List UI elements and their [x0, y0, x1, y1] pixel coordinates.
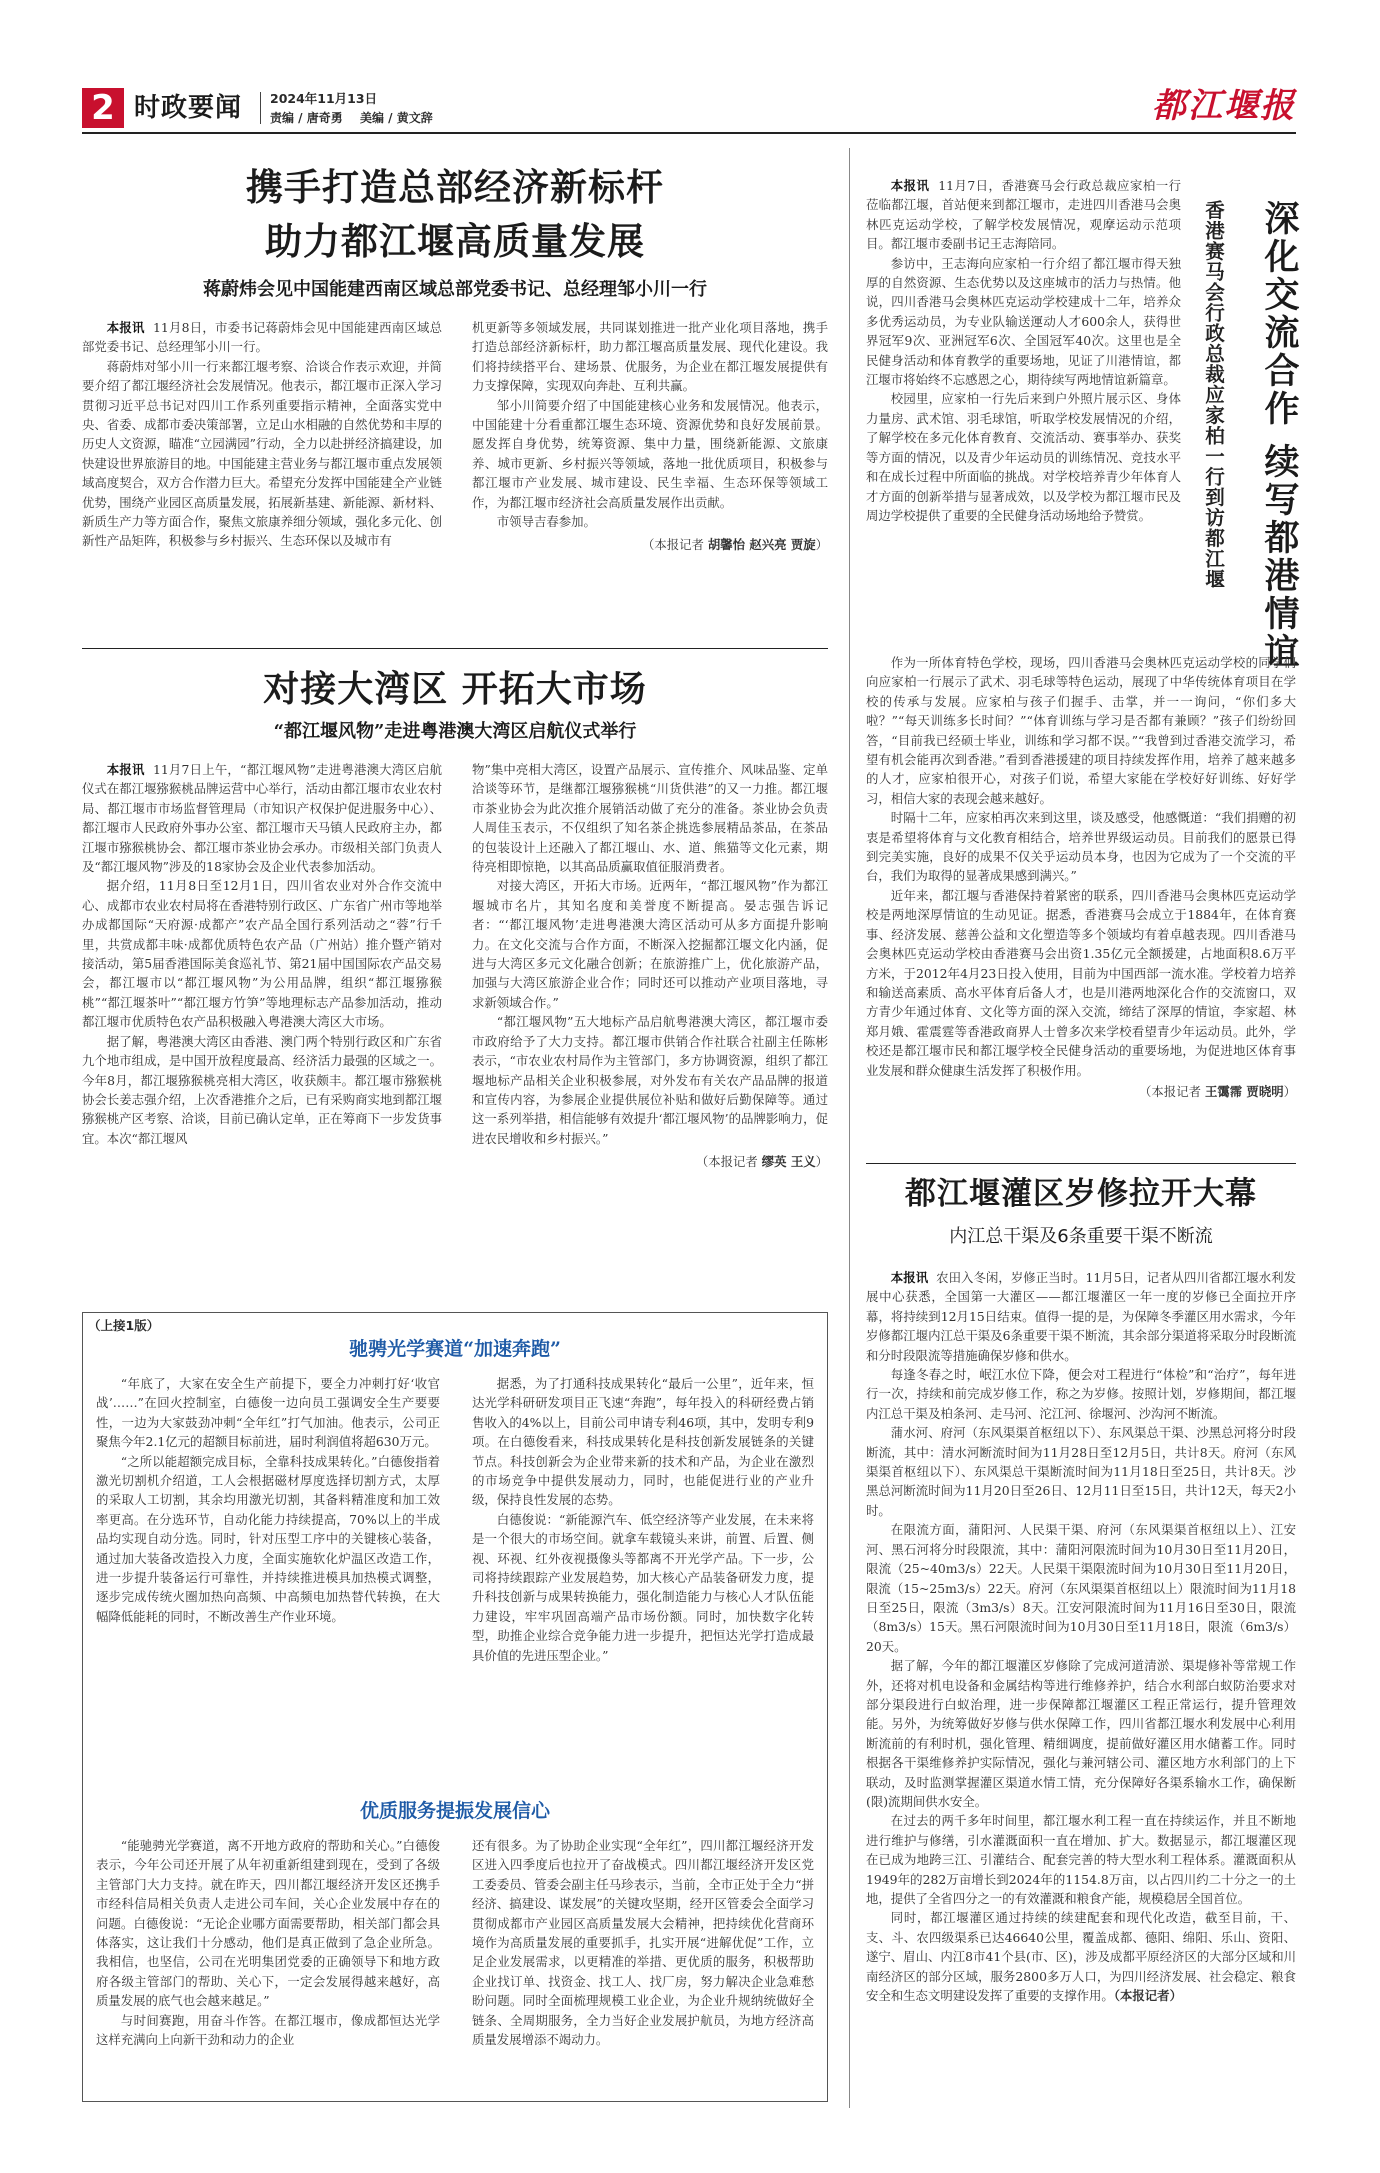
- jump-para: “之所以能超额完成目标，全靠科技成果转化。”白德俊指着激光切割机介绍道，工人会根据磁材厚度选择切割方式，太厚的采取人工切割，其余均用激光切割，其备料精准度和加工效率更高。在分选环节，自动化能力持续提高，70%以上的半成品均实现自动分选。同时，针对压型工序中的关键核心装备，通过加大装备改造投入力度，全面实施软化炉温区改造工作，进一步提升装备运行可靠性，并持续推进模具加热模式调整，逐步完成传统火圈加热向高频、中高频电加热替代转换，在大幅降低能耗的同时，不断改善生产作业环境。: [96, 1453, 440, 1624]
- article3-para: 本报讯 11月7日，香港赛马会行政总裁应家柏一行莅临都江堰，首站便来到都江堰市，走进四川香港马会奥林匹克运动学校，了解学校发展情况，观摩运动示范项目。都江堰市委副书记王志海陪同。: [866, 178, 1181, 252]
- section-title: 时政要闻: [134, 93, 243, 123]
- article3-title-main: 深化交流合作 续写都港情谊: [1259, 200, 1300, 672]
- jump-sub1-title: 驰骋光学赛道“加速奔跑”: [349, 1338, 561, 1360]
- article3-vertical-title: [1196, 200, 1304, 680]
- article2-para: 物”集中亮相大湾区，设置产品展示、宣传推介、风味品鉴、定单洽谈等环节，是继都江堰猕猴桃“川货供港”的又一力推。都江堰市茶业协会为此次推介展销活动做了充分的准备。茶业协会负责人周佳玉表示，不仅组织了知名茶企挑选参展精品茶品，在茶品的包装设计上还融入了都江堰山、水、道、熊猫等文化元素，期待亮相即惊艳，以其高品质赢取值征服消费者。: [472, 762, 828, 875]
- article1-para: 机更新等多领域发展，共同谋划推进一批产业化项目落地，携手打造总部经济新标杆，助力都江堰高质量发展、现代化建设。我们将持续搭平台、建场景、优服务，为企业在都江堰发展提供有力支撑保障，实现双向奔赴、互利共赢。: [472, 320, 828, 394]
- article3-para: 作为一所体育特色学校，现场，四川香港马会奥林匹克运动学校的同学们向应家柏一行展示了武术、羽毛球等特色运动，展现了中华传统体育项目在学校的传承与发展。应家柏与孩子们握手、击掌，并一一询问，“你们多大啦？”“每天训练多长时间？”“体育训练与学习是否都有兼顾？”孩子们纷纷回答，“目前我已经硕士毕业，训练和学习都不误。”“我曾到过香港交流学习，希望有机会能再次到香港。”看到香港援建的项目持续发挥作用，培养了越来越多的人才，应家柏很开心，对孩子们说，希望大家能在学校好好训练、好好学习，相信大家的表现会越来越好。: [866, 655, 1296, 806]
- article1-para: 蒋蔚炜对邹小川一行来都江堰考察、洽谈合作表示欢迎，并简要介绍了都江堰经济社会发展情况。他表示，都江堰市正深入学习贯彻习近平总书记对四川工作系列重要指示精神，全面落实党中央、省委、成都市委决策部署，立足山水相融的自然优势和丰厚的历史人文资源，瞄准“立园满园”行动，全力以赴拼经济搞建设，加快建设世界旅游目的地。中国能建主营业务与都江堰市重点发展领域高度契合，双方合作潜力巨大。希望充分发挥中国能建全产业链优势，围绕产业园区高质量发展，拓展新基建、新能源、新材料、新质生产力等方面合作，聚焦文旅康养细分领域，强化多元化、创新性产品矩阵，积极参与乡村振兴、生态环保以及城市有: [82, 358, 442, 549]
- jump-para: “能驰骋光学赛道，离不开地方政府的帮助和关心。”白德俊表示，今年公司还开展了从年初重新组建到现在，受到了各级主管部门大力支持。就在昨天，四川都江堰经济开发区还携手市经科信局相关负责人走进公司车间，关心企业发展中存在的问题。白德俊说：“无论企业哪方面需要帮助，相关部门都会具体落实，这让我们十分感动，他们是真正做到了急企业所急。我相信，也坚信，公司在光明集团党委的正确领导下和地方政府各级主管部门的帮助、关心下，一定会发展得越来越好，高质量发展的底气也会越来越足。”: [96, 1838, 440, 2009]
- article1-byline: （本报记者 胡馨怡 赵兴亮 贾旋）: [641, 537, 828, 553]
- article2-byline: （本报记者 缪英 王义）: [695, 1154, 828, 1170]
- masthead-divider: [260, 92, 261, 124]
- article2-para: 本报讯 11月7日上午，“都江堰风物”走进粤港澳大湾区启航仪式在都江堰猕猴桃品牌运营中心举行，活动由都江堰市农业农村局、都江堰市市场监督管理局（市知识产权保护促进服务中心）、都江堰市人民政府外事办公室、都江堰市天马镇人民政府主办，都江堰市猕猴桃协会、都江堰市茶业协会承办。市级相关部门负责人及“都江堰风物”涉及的18家协会及企业代表参加活动。: [82, 762, 442, 875]
- article4-title: 都江堰灌区岁修拉开大幕: [905, 1176, 1257, 1212]
- jump-para: 与时间赛跑，用奋斗作答。在都江堰市，像成都恒达光学这样充满向上向新干劲和动力的企业: [96, 2012, 440, 2048]
- article1-title: [82, 160, 828, 268]
- article1-title-line2: 助力都江堰高质量发展: [265, 219, 645, 263]
- article1-para: 市领导吉春参加。: [496, 514, 596, 530]
- article4-para: 每逢冬春之时，岷江水位下降，便会对工程进行“体检”和“治疗”，每年进行一次，持续和前完成岁修工作，称之为岁修。按照计划，岁修期间，都江堰内江总干渠及柏条河、走马河、沱江河、徐堰河、沙沟河不断流。: [866, 1367, 1296, 1421]
- article2-title: 对接大湾区 开拓大市场: [263, 668, 647, 710]
- article3-para: 参访中，王志海向应家柏一行介绍了都江堰市得天独厚的自然资源、生态优势以及这座城市的活力与热情。他说，四川香港马会奥林匹克运动学校建成十二年，培养众多优秀运动员，为专业队输送運动人才600余人，获得世界冠军9次、亚洲冠军6次、全国冠军40次。这里也是全民健身活动和体育教学的重要场地，见证了川港情谊，都江堰市将始终不忘感恩之心，期待续写两地情谊新篇章。: [866, 255, 1181, 388]
- article2-para: 据介绍，11月8日至12月1日，四川省农业对外合作交流中心、成都市农业农村局将在香港特别行政区、广东省广州市等地举办成都国际“天府源·成都产”农产品全国行系列活动之“蓉”行千里，共赏成都丰味·成都优质特色农产品（广州站）推介暨产销对接活动，第5届香港国际美食巡礼节、第21届中国国际农产品交易会，都江堰市以“都江堰风物”为公用品牌，组织“都江堰猕猴桃”“都江堰茶叶”“都江堰方竹笋”等地理标志产品参加活动，推动都江堰市优质特色农产品积极融入粤港澳大湾区大市场。: [82, 878, 442, 1030]
- jump-sub2-title: 优质服务提振发展信心: [359, 1800, 550, 1822]
- article4-para: 据了解，今年的都江堰灌区岁修除了完成河道清淤、渠堤修补等常规工作外，还将对机电设备和金属结构等进行维修养护，结合水利部白蚁防治要求对部分渠段进行白蚁治理，进一步保障都江堰灌区工程正常运行，提升管理效能。另外，为统筹做好岁修与供水保障工作，四川省都江堰水利发展中心利用断流前的有利时机，强化管理、精细调度，提前做好灌区用水储蓄工作。同时根据各干渠维修养护实际情况，强化与兼河辖公司、灌区地方水利部门的上下联动，及时监测掌握灌区渠道水情工情，充分保障好各渠系输水工作，确保断(限)流期间供水安全。: [866, 1658, 1296, 1809]
- jump-sub1-col1: [96, 1374, 440, 1626]
- article2-subtitle: “都江堰风物”走进粤港澳大湾区启航仪式举行: [273, 721, 637, 742]
- article3-para: 近年来，都江堰与香港保持着紧密的联系，四川香港马会奥林匹克运动学校是两地深厚情谊的生动见证。据悉，香港赛马会成立于1884年，在体育赛事、经济发展、慈善公益和文化塑造等多个领域均有着卓越表现。四川香港马会奥林匹克运动学校由香港赛马会出资1.35亿元全额援建，占地面积8.6万平方米，于2012年4月23日投入使用，目前为中国西部一流水准。学校着力培养和输送高素质、高水平体育后备人才，也是川港两地深化合作的交流窗口，双方青少年通过体育、文化等方面的深入交流，缔结了深厚的情谊，李家超、林郑月娥、霍震霆等香港政商界人士曾多次来学校看望青少年运动员。此外，学校还是都江堰市民和都江堰学校全民健身活动的重要场地，为促进地区体育事业发展和群众健康生活发挥了积极作用。: [866, 887, 1296, 1078]
- article4-para: 在过去的两千多年时间里，都江堰水利工程一直在持续运作，并且不断地进行维护与修缮，引水灌溉面积一直在增加、扩大。数据显示，都江堰灌区现在已成为地跨三江、引灌结合、配套完善的特大型水利工程体系。灌溉面积从1949年的282万亩增长到2024年的1154.8万亩，以占四川约二十分之一的土地，提供了全省四分之一的有效灌溉和粮食产能，规模稳居全国首位。: [866, 1813, 1296, 1906]
- article3-bottom-rule: [866, 1163, 1296, 1164]
- editor-credit: 责编 / 唐奇勇: [270, 111, 343, 125]
- article1-tag: 本报讯: [106, 320, 145, 335]
- article1-col2: [472, 318, 828, 555]
- article2-para: “都江堰风物”五大地标产品启航粤港澳大湾区，都江堰市委市政府给予了大力支持。都江堰市供销合作社联合社副主任陈彬表示，“市农业农村局作为主管部门，多方协调资源，组织了都江堰地标产品相关企业积极参展，对外发布有关农产品品牌的报道和宣传内容，为参展企业提供展位补贴和做好后勤保障等。通过这一系列举措，相信能够有效提升‘都江堰风物’的品牌影响力，促进农民增收和乡村振兴。”: [472, 1014, 828, 1146]
- jump-para: 据悉，为了打通科技成果转化“最后一公里”，近年来，恒达光学科研研发项目正飞速“奔跑”，每年投入的科研经费占销售收入的4%以上，目前公司申请专利46项，其中，发明专利9项。在白德俊看来，科技成果转化是科技创新发展链条的关键节点。科技创新会为企业带来新的技术和产品，为企业在激烈的市场竞争中提供发展动力，同时，也能促进行业的产业升级，保持良性发展的态势。: [472, 1376, 814, 1508]
- article1-bottom-rule: [82, 648, 828, 649]
- jump-sub2-col2: [472, 1836, 814, 2049]
- article4-tag: 本报讯: [890, 1270, 929, 1285]
- newspaper-logo: 都江堰报: [1152, 86, 1296, 126]
- page-number: 2: [91, 88, 115, 128]
- article2-para: 对接大湾区，开拓大市场。近两年，“都江堰风物”作为都江堰城市名片，其知名度和美誉度不断提高。晏志强告诉记者：“‘都江堰风物’走进粤港澳大湾区活动可从多方面提升影响力。在文化交流与合作方面，不断深入挖掘都江堰文化内涵，促进与大湾区多元文化融合创新；在旅游推广上，优化旅游产品，加强与大湾区旅游企业合作；同时还可以推动产业项目落地，寻求新领域合作。”: [472, 878, 828, 1010]
- article4-para: 同时，都江堰灌区通过持续的续建配套和现代化改造，截至目前，干、支、斗、农四级渠系已达46640公里，覆盖成都、德阳、绵阳、乐山、资阳、遂宁、眉山、内江8市41个县(市、区)，涉及成都平原经济区的大部分区域和川南经济区的部分区域，服务2800多万人口，为四川经济发展、社会稳定、粮食安全和生态文明建设发挥了重要的支撑作用。（本报记者）: [866, 1910, 1296, 2004]
- article4-para: 在限流方面，蒲阳河、人民渠干渠、府河（东风渠渠首枢纽以上）、江安河、黑石河将分时段限流，其中：蒲阳河限流时间为10月30日至11月20日，限流（25~40m3/s）22天。人民渠干渠限流时间为10月30日至11月20日，限流（15~25m3/s）22天。府河（东风渠渠首枢纽以上）限流时间为11月18日至25日，限流（3m3/s）8天。江安河限流时间为11月16日至30日，限流（8m3/s）15天。黑石河限流时间为10月30日至11月18日，限流（6m3/s）20天。: [866, 1522, 1296, 1654]
- article3-tag: 本报讯: [890, 178, 930, 193]
- jump-box-label: （上接1版）: [88, 1318, 160, 1333]
- issue-date: 2024年11月13日: [270, 91, 378, 106]
- article4-para: 蒲水河、府河（东风渠渠首枢纽以下）、东风渠总干渠、沙黑总河将分时段断流，其中：清水河断流时间为11月28日至12月5日，共计8天。府河（东风渠渠首枢纽以下）、东风渠总干渠断流时间为11月18日至25日，共计8天。沙黑总河断流时间为11月20日至26日、12月11日至15日，共计12天，每天2小时。: [866, 1425, 1296, 1518]
- article1-subtitle: 蒋蔚炜会见中国能建西南区域总部党委书记、总经理邹小川一行: [203, 279, 707, 300]
- article1-para: 邹小川简要介绍了中国能建核心业务和发展情况。他表示，中国能建十分看重都江堰生态环境、资源优势和良好发展前景。愿发挥自身优势，统筹资源、集中力量，围绕新能源、文旅康养、城市更新、乡村振兴等领域，落地一批优质项目，积极参与都江堰市产业发展、城市建设、民生幸福、生态环保等领域工作，为都江堰市经济社会高质量发展作出贡献。: [472, 397, 828, 510]
- column-divider: [849, 148, 850, 2108]
- jump-sub2-col1: [96, 1836, 440, 2049]
- article4-para: 本报讯 农田入冬闲，岁修正当时。11月5日，记者从四川省都江堰水利发展中心获悉，全国第一大灌区——都江堰灌区一年一度的岁修已全面拉开序幕，将持续到12月15日结束。值得一提的是，为保障冬季灌区用水需求，今年岁修都江堰内江总干渠及6条重要干渠不断流，其余部分渠道将采取分时段断流和分时段限流等措施确保岁修和供水。: [866, 1270, 1296, 1363]
- article1-title-line1: 携手打造总部经济新标杆: [246, 165, 664, 209]
- article3-para: 时隔十二年，应家柏再次来到这里，谈及感受，他感慨道：“我们捐赠的初衷是希望将体育与文化教育相结合，培养世界级运动员。目前我们的愿景已得到完美实施，良好的成果不仅关乎运动员本身，也因为它成为了一个交流的平台，我们为取得的显著成果感到满兴。”: [866, 810, 1296, 884]
- article1-para-text: 11月8日，市委书记蒋蔚炜会见中国能建西南区域总部党委书记、总经理邹小川一行。: [82, 320, 442, 355]
- jump-para: 白德俊说：“新能源汽车、低空经济等产业发展，在未来将是一个很大的市场空间。就拿车载镜头来讲，前置、后置、侧视、环视、红外夜视摄像头等都离不开光学产品。下一步，公司将持续跟踪产业发展趋势，加大核心产品装备研发力度，提升科技创新与成果转换能力，强化制造能力与核心人才队伍能力建设，牢牢巩固高端产品市场份额。同时，加快数字化转型，助推企业综合竞争能力进一步提升，把恒达光学打造成最具价值的先进压型企业。”: [472, 1511, 814, 1663]
- article1-para: [82, 318, 442, 357]
- article4-body: [866, 1268, 1296, 2005]
- article2-para: 据了解，粤港澳大湾区由香港、澳门两个特别行政区和广东省九个地市组成，是中国开放程度最高、经济活力最强的区域之一。今年8月，都江堰猕猴桃亮相大湾区，收获颇丰。都江堰市猕猴桃协会长姜志强介绍，上次香港推介之后，已有采购商实地到都江堰猕猴桃产区考察、洽谈，目前已确认定单，正在筹商下一步发货事宜。本次“都江堰风: [82, 1033, 442, 1146]
- article4-end-mark: （本报记者）: [1113, 1988, 1182, 2004]
- article3-body: [866, 176, 1181, 525]
- article4-subtitle: 内江总干渠及6条重要干渠不断流: [949, 1226, 1213, 1247]
- article2-col1: [82, 760, 442, 1148]
- masthead-rule: [82, 132, 1296, 134]
- article2-tag: 本报讯: [106, 762, 145, 777]
- article1-col1: [82, 318, 442, 551]
- jump-para: 还有很多。为了协助企业实现“全年红”，四川都江堰经济开发区进入四季度后也拉开了奋战模式。四川都江堰经济开发区党工委委员、管委会副主任马珍表示，当前，全市正处于全力“拼经济、搞建设、谋发展”的关键攻坚期，经开区管委会全面学习贯彻成都市产业园区高质量发展大会精神，把持续优化营商环境作为高质量发展的重要抓手，扎实开展“进解优促”工作，立足企业发展需求，以更精准的举措、更优质的服务，积极帮助企业找订单、找资金、找工人、找厂房，努力解决企业急难愁盼问题。同时全面梳理规模工业企业，为企业升规纳统做好全链条、全周期服务，全力当好企业发展护航员，为地方经济高质量发展增添不竭动力。: [472, 1838, 814, 2048]
- article3-body-wide: [866, 653, 1296, 1101]
- jump-para: “年底了，大家在安全生产前提下，要全力冲刺打好‘收官战’……”在回火控制室，白德俊一边向员工强调安全生产要要性，一边为大家鼓劲冲刺“全年红”打气加油。他表示，公司正聚焦今年2.1亿元的超额目标前进，届时利润值将超630万元。: [96, 1376, 440, 1450]
- article3-byline: （本报记者 王霭霈 贾晓明）: [1139, 1083, 1296, 1099]
- jump-sub1-col2: [472, 1374, 814, 1665]
- article3-para: 校园里，应家柏一行先后来到户外照片展示区、身体力量房、武术馆、羽毛球馆，听取学校发展情况的介绍，了解学校在多元化体育教育、交流活动、赛事举办、获奖等方面的情况，以及青少年运动员的训练情况、竞技水平和在成长过程中所面临的挑战。对学校培养青少年体育人才方面的创新举措与显著成效，以及学校为都江堰市民及周边学校提供了重要的全民健身活动场地给予赞赏。: [866, 391, 1181, 523]
- masthead: [82, 86, 1296, 130]
- designer-credit: 美编 / 黄文辞: [360, 111, 433, 125]
- article3-title-sub: 香港赛马会行政总裁应家柏一行到访都江堰: [1202, 200, 1225, 590]
- article2-col2: [472, 760, 828, 1172]
